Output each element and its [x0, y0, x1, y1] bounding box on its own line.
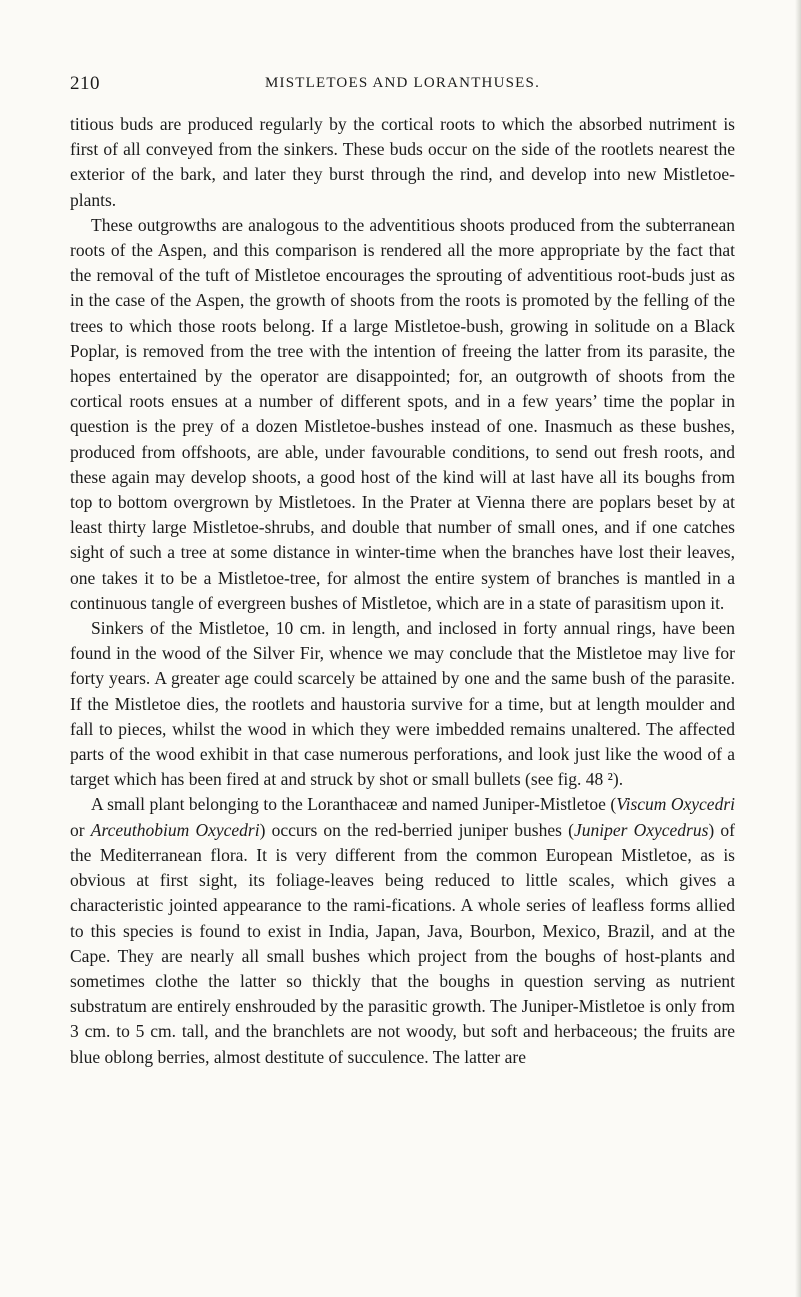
- page-number: 210: [70, 73, 100, 94]
- paragraph-text: ) of the Mediterranean flora. It is very different from the common European Mistletoe, as is obvious at first sight, its foliage-leaves being reduced to little scales, which gives a characteristic jointed appearance to the rami-fications. A whole series of leafless forms allied to this species is found to exist in India, Japan, Java, Bourbon, Mexico, Brazil, and at the Cape. They are nearly all small bushes which project from the boughs of host-plants and sometimes clothe the latter so thickly that the boughs in question serving as nutrient substratum are entirely enshrouded by the parasitic growth. The Juniper-Mistletoe is only from 3 cm. to 5 cm. tall, and the branchlets are not woody, but soft and herbaceous; the fruits are blue oblong berries, almost destitute of succulence. The latter are: [70, 819, 736, 1067]
- paragraph: [70, 213, 735, 616]
- paragraph: [70, 792, 735, 1069]
- paragraph: [70, 112, 735, 213]
- italic-term: Arceuthobium Oxycedri: [90, 819, 260, 840]
- body-text: [70, 112, 735, 1070]
- page-edge-shadow: [795, 0, 801, 1297]
- paragraph-text: A small plant belonging to the Loranthaceæ and named Juniper-Mistletoe (: [91, 794, 617, 815]
- paragraph-text: Sinkers of the Mistletoe, 10 cm. in length, and inclosed in forty annual rings, have been found in the wood of the Silver Fir, whence we may conclude that the Mistletoe may live for forty years. A greater age could scarcely be attained by one and the same bush of the parasite. If the Mistletoe dies, the rootlets and haustoria survive for a time, but at length moulder and fall to pieces, whilst the wood in which they were imbedded remains unaltered. The affected parts of the wood exhibit in that case numerous perforations, and look just like the wood of a target which has been fired at and struck by shot or small bullets (see fig. 48 ²).: [70, 618, 735, 790]
- paragraph-text: titious buds are produced regularly by the cortical roots to which the absorbed nutriment is first of all conveyed from the sinkers. These buds occur on the side of the rootlets nearest the exterior of the bark, and later they burst through the rind, and develop into new Mistletoe-plants.: [70, 114, 735, 210]
- paragraph: [70, 616, 735, 792]
- paragraph-text: or: [70, 819, 91, 840]
- running-title: MISTLETOES AND LORANTHUSES.: [264, 75, 541, 91]
- italic-term: Viscum Oxycedri: [616, 794, 735, 815]
- italic-term: Juniper Oxycedrus: [573, 819, 709, 840]
- page-header: [70, 73, 735, 97]
- paragraph-text: These outgrowths are analogous to the adventitious shoots produced from the subterranean roots of the Aspen, and this comparison is rendered all the more appropriate by the fact that the removal of the tuft of Mistletoe encourages the sprouting of adventitious root-buds just as in the case of the Aspen, the growth of shoots from the roots is promoted by the felling of the trees to which those roots belong. If a large Mistletoe-bush, growing in solitude on a Black Poplar, is removed from the tree with the intention of freeing the latter from its parasite, the hopes entertained by the operator are disappointed; for, an outgrowth of shoots from the cortical roots ensues at a number of different spots, and in a few years’ time the poplar in question is the prey of a dozen Mistletoe-bushes instead of one. Inasmuch as these bushes, produced from offshoots, are able, under favourable conditions, to send out fresh roots, and these again may develop shoots, a good host of the kind will at last have all its boughs from top to bottom overgrown by Mistletoes. In the Prater at Vienna there are poplars beset by at least thirty large Mistletoe-shrubs, and double that number of small ones, and if one catches sight of such a tree at some distance in winter-time when the branches have lost their leaves, one takes it to be a Mistletoe-tree, for almost the entire system of branches is mantled in a continuous tangle of evergreen bushes of Mistletoe, which are in a state of parasitism upon it.: [70, 214, 735, 613]
- paragraph-text: ) occurs on the red-berried juniper bushes (: [259, 819, 574, 840]
